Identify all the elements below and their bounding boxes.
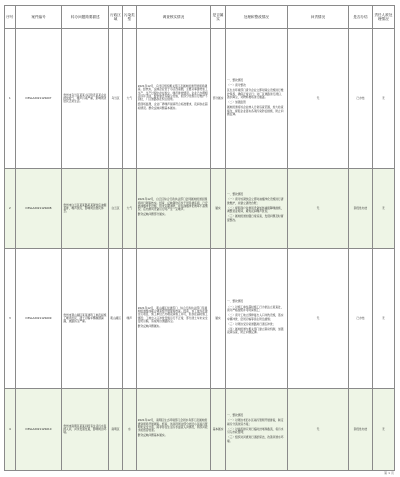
header-seq: 序号	[5, 6, 16, 29]
table-row	[5, 249, 395, 389]
row-accountability: 无	[287, 169, 349, 249]
handling-paragraph: 一、整改情况	[227, 299, 244, 304]
row-pollution-type: 大气	[122, 169, 136, 249]
row-punished: 无	[372, 249, 394, 389]
row-region: 观山湖区	[109, 249, 123, 389]
row-closed: 已办结	[349, 29, 372, 169]
header-verified: 是否属实	[211, 6, 226, 29]
row-handling	[226, 389, 288, 471]
row-verified: 部分属实	[211, 29, 226, 169]
handling-paragraph: 一、整改情况	[227, 412, 244, 417]
header-summary: 转办问题简要描述	[62, 6, 109, 29]
row-pollution-type: 噪声	[122, 249, 136, 389]
header-investigation: 调查核实情况	[136, 6, 210, 29]
header-closed: 是否办结	[349, 6, 372, 29]
handling-paragraph: 属地街道将该企业纳入日常巡查范围，加大检查频次，督促企业落实各项污染防治措施，防止问题反弹。	[227, 105, 284, 117]
handling-paragraph: （三）组织对河道进行清淤保洁，改善河道水环境。	[227, 435, 284, 443]
row-accountability: 无	[287, 389, 349, 471]
row-handling	[226, 29, 288, 169]
row-verified: 属实	[211, 169, 226, 249]
handling-paragraph: （四）属地街道与相关部门建立联动机制，加强夜间巡查，防止问题反弹。	[227, 327, 284, 335]
handling-paragraph: （二）督促商户对排风设备加装减振降噪措施，调整营业时间，避免夜间噪声扰民；	[227, 205, 284, 214]
investigation-paragraph: 群众反映问题属实。	[137, 324, 162, 329]
handling-paragraph: （二）加强监管	[227, 100, 246, 105]
investigation-paragraph: 群众反映问题基本属实。	[137, 433, 168, 438]
handling-paragraph: （一）责令该餐饮店立即对油烟净化设施进行清洗维护，并建立清洗台账；	[227, 197, 284, 205]
header-accountability: 问责情况	[287, 6, 349, 29]
handling-paragraph: （二）责令工地立即修复出入口冲洗设施，落实车辆冲洗、密闭运输等扬尘防治措施；	[227, 313, 284, 321]
row-region: 乌当区	[109, 29, 123, 169]
handling-paragraph: 一、整改情况	[227, 77, 244, 82]
header-handling: 处理和整改情况	[226, 6, 288, 29]
row-case-id: D3SLA202112S007	[15, 29, 62, 169]
row-summary: 贵州市南明区某某河段有生活污水直排入河，河水发黑发臭，影响周边环境。	[62, 389, 109, 471]
row-seq: 2	[5, 169, 16, 249]
handling-paragraph: （二）对溢流排口进行临时封堵和截流，将污水引入市政管网；	[227, 426, 284, 435]
row-region: 南明区	[109, 389, 123, 471]
row-summary: 贵州市白云区某某路某某餐饮店油烟直排，噪声扰民，影响周边居民休息。	[62, 169, 109, 249]
row-seq: 3	[5, 249, 16, 389]
handling-paragraph: （一）对周边老旧小区雨污管网开展排查，制定雨污分流改造方案；	[227, 418, 284, 426]
row-investigation	[136, 249, 210, 389]
row-case-id: D3SLA202112S009	[15, 249, 62, 389]
row-punished: 无	[372, 29, 394, 169]
row-case-id: D3SLA202112S008	[15, 169, 62, 249]
row-seq: 4	[5, 389, 16, 471]
row-seq: 1	[5, 29, 16, 169]
row-region: 白云区	[109, 169, 123, 249]
handling-paragraph: 区生态环境部门责令企业立即对除尘设施进行维护保养，确保正常运行；对厂区道路进行清扫、洒水降尘，对物料堆场进行覆盖。	[227, 88, 284, 99]
investigation-paragraph: 2021年12月，观山湖区住建部门、综合行政执法部门及属地街道组成联合调查组开展现场核查。经查，该工地为在建住宅项目，施工单位已办理夜间施工许可，但存在超时施工情况；工地出入口冲洗设施运行不正常，部分渣土车未完全密闭运输，造成周边道路扬尘。	[137, 305, 208, 323]
complaint-table-sheet	[4, 5, 395, 471]
row-verified: 属实	[211, 249, 226, 389]
row-investigation	[136, 389, 210, 471]
investigation-paragraph: 2021年12月，白云区综合行政执法部门会同属地街道到现场进行调查核实。经查，反映餐饮店位于居民楼底商，已安装油烟净化设施，但未定期清洗，存在油烟净化效率不高情况；店内排风设备运行时产生一定噪声。	[137, 197, 208, 212]
row-closed: 阶段性办结	[349, 169, 372, 249]
handling-paragraph: 一、整改情况	[227, 191, 244, 196]
row-investigation	[136, 169, 210, 249]
header-region: 行政区域	[109, 6, 123, 29]
row-accountability: 无	[287, 29, 349, 169]
header-pollution-type: 污染类型	[122, 6, 136, 29]
row-handling	[226, 249, 288, 389]
investigation-paragraph: 经现场监测，企业厂界噪声昼间符合标准要求，夜间存在超标情况。群众反映问题基本属实。	[137, 102, 208, 110]
table-row	[5, 29, 395, 169]
investigation-paragraph: 2021年12月，乌当区组织相关部门及属地街道开展现场调查。经核实，反映企业位于小区西南侧，主要从事建材加工生产，生产过程中存在粉尘、噪声排放情况。企业已办理相关环评手续，配套建设有除尘设施，但部分设施运行维护不到位，厂区道路存在积尘现象。	[137, 83, 208, 102]
investigation-paragraph: 群众反映问题部分属实。	[137, 212, 168, 217]
row-punished: 无	[372, 169, 394, 249]
investigation-paragraph: 2021年12月，南明区生态环境部门会同水务部门及属地街道到现场开展调查。经查，该河段周边部分老旧小区雨污管网未完全分流，雨季存在生活污水溢流入河情况，局部河段水质感官较差。	[137, 418, 208, 433]
row-verified: 基本属实	[211, 389, 226, 471]
row-summary: 贵州市观山湖区某某建筑工地夜间施工噪声扰民，渣土运输车辆抛洒滴漏，道路扬尘严重。	[62, 249, 109, 389]
complaint-table	[4, 5, 395, 471]
row-summary: 贵州市乌当区某某小区附近某某企业排放废气、噪声污染严重，影响周边居民正常生活。	[62, 29, 109, 169]
table-row	[5, 389, 395, 471]
row-closed: 已办结	[349, 249, 372, 389]
table-row	[5, 169, 395, 249]
table-header-row	[5, 6, 395, 29]
handling-paragraph: （一）责令整改	[227, 82, 246, 87]
page-number: 第 1 页	[384, 471, 394, 475]
row-investigation	[136, 29, 210, 169]
row-punished: 无	[372, 389, 394, 471]
header-punished: 责任人被处理情况	[372, 6, 394, 29]
handling-paragraph: （一）对施工单位超时施工行为依法立案查处，责令严格按照许可时间施工；	[227, 304, 284, 312]
row-accountability: 无	[287, 249, 349, 389]
handling-paragraph: （三）属地街道加强日常巡查，发现问题及时督促整改。	[227, 214, 284, 222]
row-pollution-type: 大气	[122, 29, 136, 169]
row-closed: 阶段性办结	[349, 389, 372, 471]
row-case-id: D3SLA202112S010	[15, 389, 62, 471]
row-pollution-type: 水	[122, 389, 136, 471]
header-case-id: 案件编号	[15, 6, 62, 29]
handling-paragraph: （三）对周边受污染道路进行清扫冲洗；	[227, 321, 276, 326]
row-handling	[226, 169, 288, 249]
